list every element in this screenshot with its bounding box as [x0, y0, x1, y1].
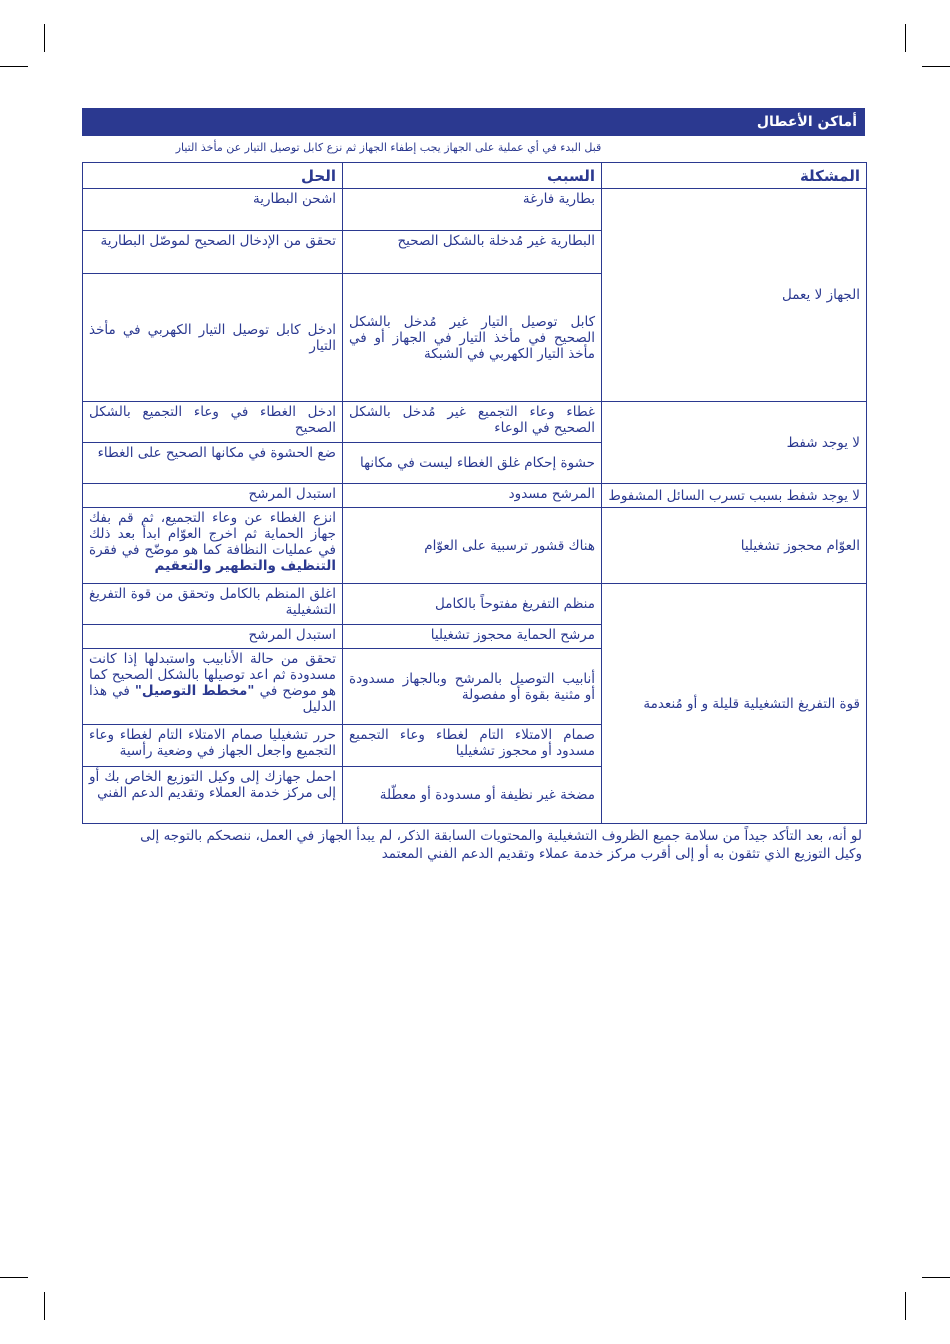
crop-mark: [905, 1292, 906, 1320]
cause-cell: حشوة إحكام غلق الغطاء ليست في مكانها: [343, 443, 602, 484]
solution-cell: [83, 649, 343, 725]
table-header-row: [83, 163, 867, 189]
cause-cell: هناك قشور ترسبية على العوّام: [343, 508, 602, 584]
intro-note: قبل البدء في أي عملية على الجهاز يجب إطفاء الجهاز ثم نزع كابل توصيل التيار عن مأخذ التيار: [175, 141, 602, 154]
solution-cell: تحقق من الإدخال الصحيح لموصّل البطارية: [83, 231, 343, 274]
cause-cell: مضخة غير نظيفة أو مسدودة أو معطّلة: [343, 767, 602, 824]
solution-cell: اغلق المنظم بالكامل وتحقق من قوة التفريغ التشغيلية: [83, 584, 343, 625]
header-solution: الحل: [83, 163, 343, 189]
section-reference: التنظيف والتطهير والتعقيم: [154, 558, 336, 574]
solution-cell: ادخل كابل توصيل التيار الكهربي في مأخذ التيار: [83, 274, 343, 402]
solution-cell: اشحن البطارية: [83, 189, 343, 231]
problem-cell: الجهاز لا يعمل: [602, 189, 867, 402]
solution-text: انزع الغطاء عن وعاء التجميع، ثم قم بفك جهاز الحماية ثم اخرج العوّام ابدأ بعد ذلك في عمليات النظافة كما هو موضّح في فقرة: [89, 510, 336, 558]
crop-mark: [922, 66, 950, 67]
table-row: [83, 584, 867, 625]
crop-mark: [44, 1292, 45, 1320]
solution-cell: ادخل الغطاء في وعاء التجميع بالشكل الصحيح: [83, 402, 343, 443]
solution-cell: استبدل المرشح: [83, 484, 343, 508]
table-row: [83, 508, 867, 584]
cause-cell: أنابيب التوصيل بالمرشح وبالجهاز مسدودة أو مثنية بقوة أو مفصولة: [343, 649, 602, 725]
crop-mark: [922, 1277, 950, 1278]
problem-cell: قوة التفريغ التشغيلية قليلة و أو مُنعدمة: [602, 584, 867, 824]
section-reference: "مخطط التوصيل": [134, 683, 255, 699]
crop-mark: [0, 66, 28, 67]
header-cause: السبب: [343, 163, 602, 189]
cause-cell: كابل توصيل التيار غير مُدخل بالشكل الصحيح في مأخذ التيار في الجهاز أو في مأخذ التيار الكهربي في الشبكة: [343, 274, 602, 402]
cause-cell: بطارية فارغة: [343, 189, 602, 231]
troubleshooting-table: [82, 162, 867, 824]
solution-cell: استبدل المرشح: [83, 625, 343, 649]
problem-cell: لا يوجد شفط: [602, 402, 867, 484]
problem-cell: لا يوجد شفط بسبب تسرب السائل المشفوط: [602, 484, 867, 508]
crop-mark: [0, 1277, 28, 1278]
solution-cell: [83, 508, 343, 584]
cause-cell: البطارية غير مُدخلة بالشكل الصحيح: [343, 231, 602, 274]
cause-cell: غطاء وعاء التجميع غير مُدخل بالشكل الصحيح في الوعاء: [343, 402, 602, 443]
solution-cell: احمل جهازك إلى وكيل التوزيع الخاص بك أو إلى مركز خدمة العملاء وتقديم الدعم الفني: [83, 767, 343, 824]
header-problem: المشكلة: [602, 163, 867, 189]
solution-text: في هذا الدليل: [89, 683, 336, 715]
section-title: أماكن الأعطال: [82, 108, 865, 136]
cause-cell: مرشح الحماية محجوز تشغيليا: [343, 625, 602, 649]
table-row: [83, 189, 867, 231]
crop-mark: [44, 24, 45, 52]
cause-cell: المرشح مسدود: [343, 484, 602, 508]
crop-mark: [905, 24, 906, 52]
cause-cell: صمام الامتلاء التام لغطاء وعاء التجميع مسدود أو محجوز تشغيليا: [343, 725, 602, 767]
solution-cell: حرر تشغيليا صمام الامتلاء التام لغطاء وعاء التجميع واجعل الجهاز في وضعية رأسية: [83, 725, 343, 767]
footer-note: لو أنه، بعد التأكد جيداً من سلامة جميع الظروف التشغيلية والمحتويات السابقة الذكر، لم يبدأ الجهاز في العمل، ننصحكم بالتوجه إلى وكيل التوزيع الذي تثقون به أو إلى أقرب مركز خدمة عملاء وتقديم الدعم الفني المعتمد: [140, 828, 862, 862]
solution-text: تحقق من حالة الأنابيب واستبدلها إذا كانت مسدودة ثم اعد توصيلها بالشكل الصحيح كما هو موضح في: [89, 651, 336, 699]
table-row: [83, 484, 867, 508]
cause-cell: منظم التفريغ مفتوحاً بالكامل: [343, 584, 602, 625]
solution-cell: ضع الحشوة في مكانها الصحيح على الغطاء: [83, 443, 343, 484]
problem-cell: العوّام محجوز تشغيليا: [602, 508, 867, 584]
table-row: [83, 402, 867, 443]
